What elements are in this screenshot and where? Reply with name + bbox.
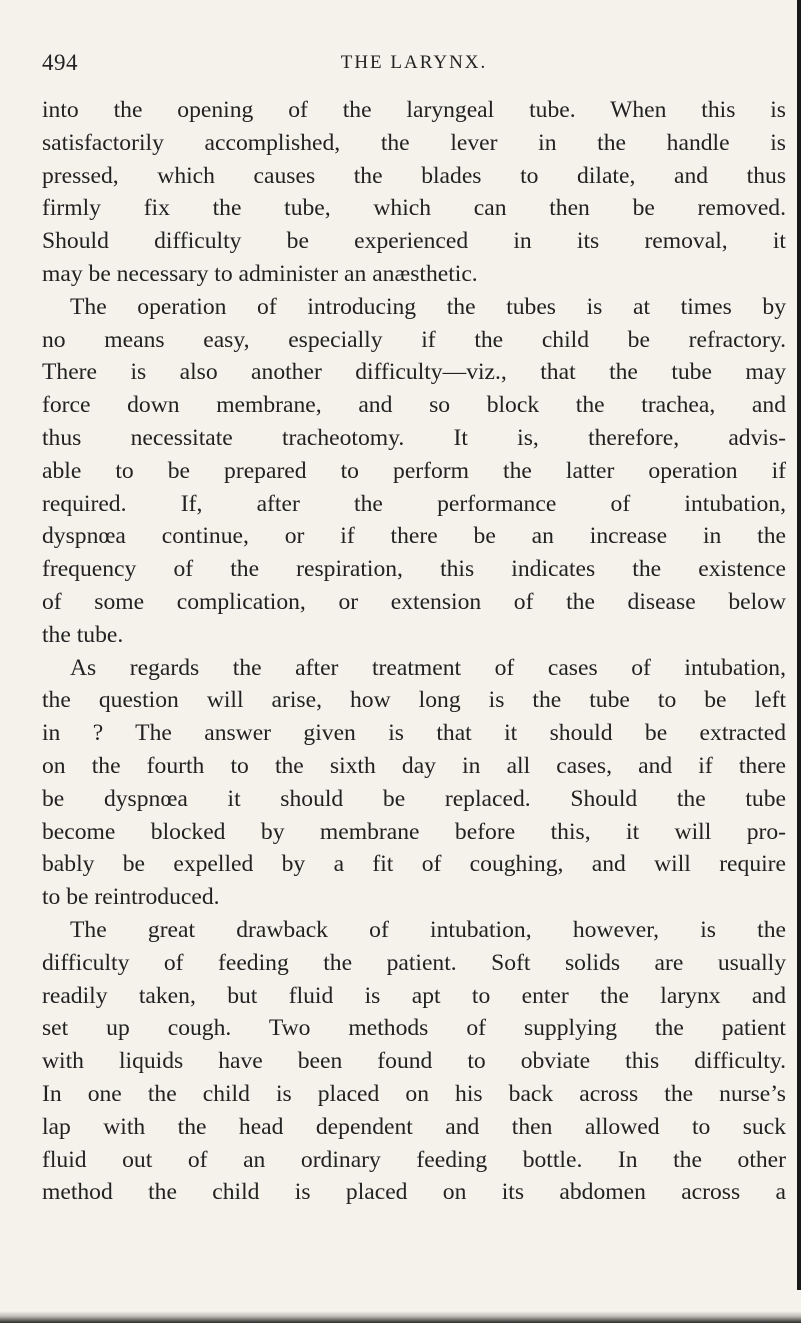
text-line: frequency of the respiration, this indicates the existence (42, 556, 786, 583)
text-line: fluid out of an ordinary feeding bottle. In the other (42, 1146, 786, 1173)
text-line: lap with the head dependent and then allowed to suck (42, 1113, 786, 1140)
page-number: 494 (42, 50, 78, 75)
text-line: of some complication, or extension of the disease below (42, 588, 786, 615)
text-line: able to be prepared to perform the latter operation if (42, 457, 786, 484)
text-line: become blocked by membrane before this, it will pro- (42, 818, 786, 845)
paragraph-start-line: As regards the after treatment of cases of intubation, (70, 654, 786, 681)
text-line: on the fourth to the sixth day in all cases, and if there (42, 752, 786, 779)
text-line: force down membrane, and so block the trachea, and (42, 392, 786, 419)
page-edge-shadow (797, 0, 801, 1290)
text-line: pressed, which causes the blades to dilate, and thus (42, 162, 786, 189)
text-line: be dyspnœa it should be replaced. Should the tube (42, 785, 786, 812)
paragraph-start-line: The operation of introducing the tubes is at times by (70, 293, 786, 320)
text-line: to be reintroduced. (42, 884, 220, 911)
text-line: in ? The answer given is that it should be extracted (42, 720, 786, 747)
text-line: dyspnœa continue, or if there be an increase in the (42, 523, 786, 550)
text-line: firmly fix the tube, which can then be removed. (42, 195, 786, 222)
text-line: bably be expelled by a fit of coughing, and will require (42, 851, 786, 878)
page-header (42, 50, 786, 82)
text-line: the tube. (42, 621, 124, 648)
text-line: into the opening of the laryngeal tube. When this is (42, 97, 786, 123)
text-line: There is also another difficulty—viz., that the tube may (42, 359, 786, 386)
text-line: Should difficulty be experienced in its removal, it (42, 228, 786, 255)
text-line: required. If, after the performance of intubation, (42, 490, 786, 517)
text-line: may be necessary to administer an anæsthetic. (42, 260, 478, 287)
text-line: the question will arise, how long is the tube to be left (42, 687, 786, 714)
text-line: method the child is placed on its abdomen across a (42, 1179, 786, 1206)
text-line: no means easy, especially if the child be refractory. (42, 326, 786, 353)
text-line: with liquids have been found to obviate this difficulty. (42, 1048, 786, 1075)
text-line: set up cough. Two methods of supplying the patient (42, 1015, 786, 1042)
text-line: difficulty of feeding the patient. Soft solids are usually (42, 949, 786, 976)
text-line: readily taken, but fluid is apt to enter the larynx and (42, 982, 786, 1009)
body-text (42, 94, 786, 1209)
text-line: In one the child is placed on his back across the nurse’s (42, 1080, 786, 1107)
text-line: satisfactorily accomplished, the lever in the handle is (42, 129, 786, 156)
paragraph-start-line: The great drawback of intubation, however, is the (70, 916, 786, 943)
page-bottom-edge (0, 1311, 801, 1323)
running-head: THE LARYNX. (340, 52, 488, 73)
text-line: thus necessitate tracheotomy. It is, therefore, advis- (42, 424, 786, 451)
